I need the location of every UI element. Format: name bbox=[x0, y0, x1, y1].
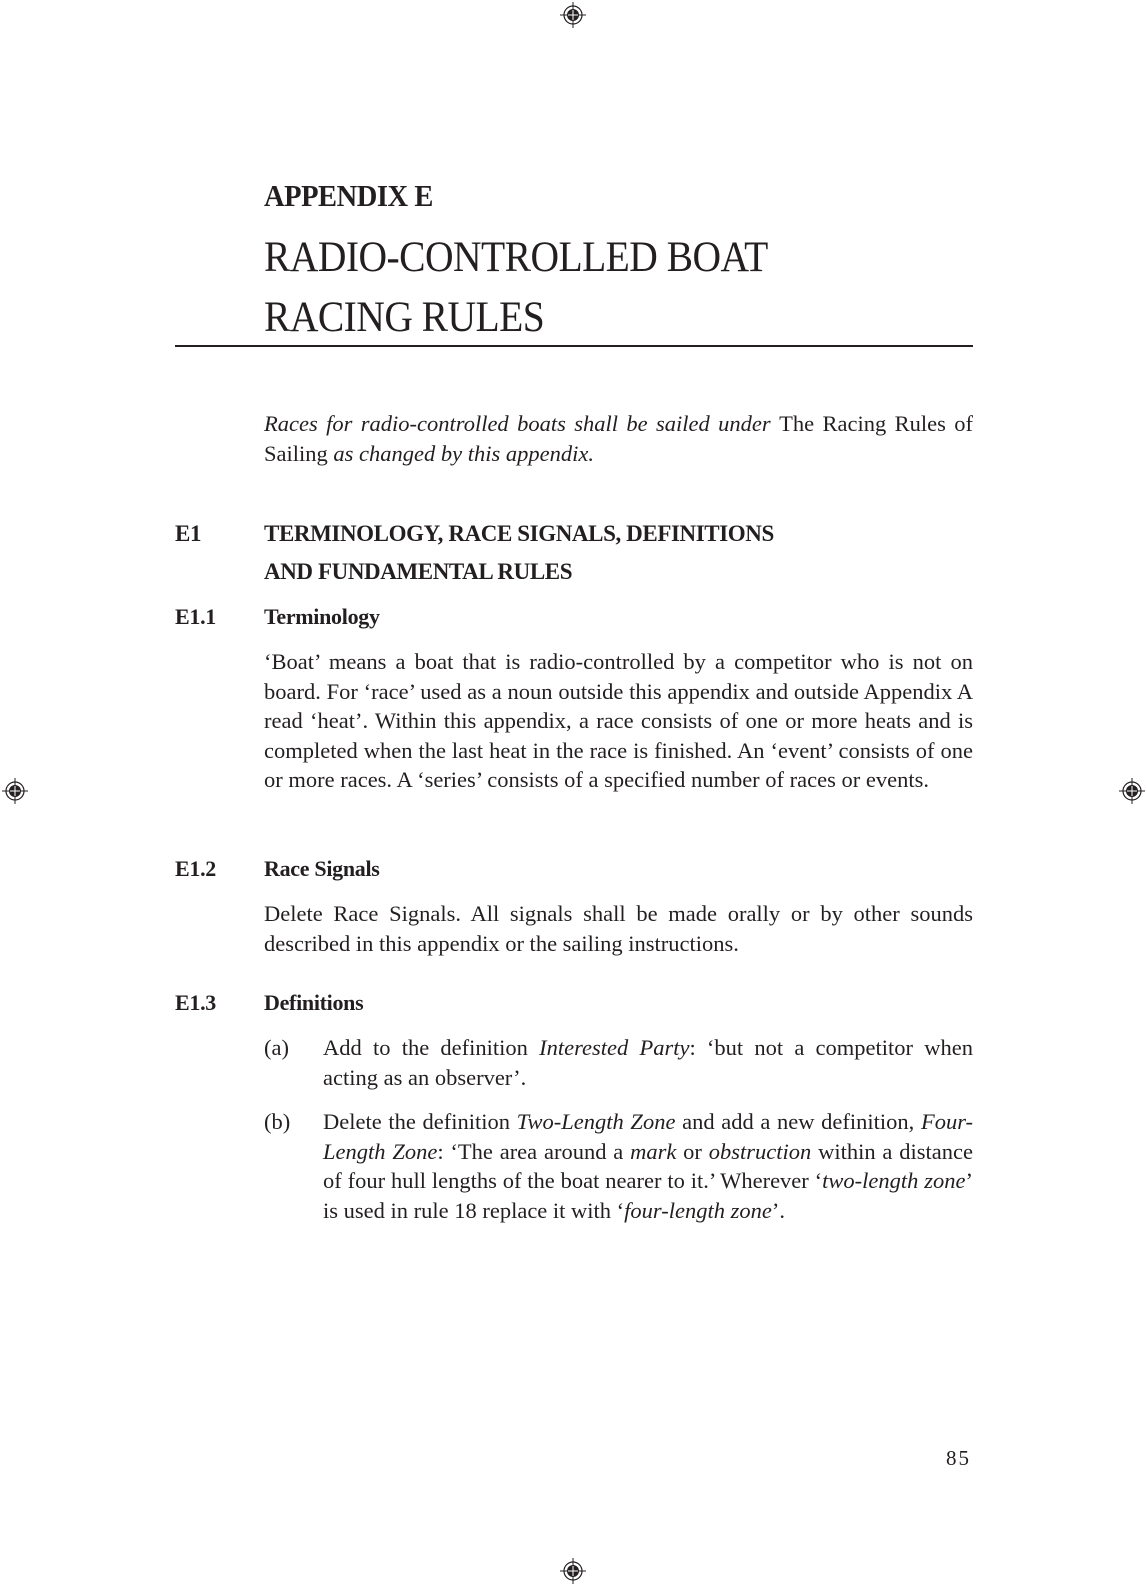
subsection-heading-terminology: Terminology bbox=[264, 604, 380, 629]
subsection-heading-race-signals: Race Signals bbox=[264, 856, 380, 881]
terminology-paragraph: ‘Boat’ means a boat that is radio-controlled by a competitor who is not on board. For ‘race’ used as a noun outside this appendix and outside Appendix A read ‘heat’. Within this appendix, a race consists of one or more heats and is completed when the last heat in the race is finished. An ‘event’ consists of one or more races. A ‘series’ consists of a specified number of races or events. bbox=[264, 649, 973, 792]
race-signals-paragraph: Delete Race Signals. All signals shall be made orally or by other sounds described in this appendix or the sailing instructions. bbox=[264, 901, 973, 956]
subsection-number-e1-3: E1.3 bbox=[175, 990, 216, 1015]
intro-paragraph: Races for radio-controlled boats shall be sailed under The Racing Rules of Sailing as changed by this appendix. bbox=[264, 411, 973, 466]
subsection-number-e1-1: E1.1 bbox=[175, 604, 216, 629]
registration-mark-bottom-icon bbox=[558, 1556, 588, 1586]
title-line-1: RADIO-CONTROLLED BOAT bbox=[264, 234, 768, 281]
page-number: 85 bbox=[946, 1446, 971, 1470]
page-title bbox=[264, 228, 768, 348]
registration-mark-left-icon bbox=[0, 776, 30, 806]
registration-mark-top-icon bbox=[558, 0, 588, 30]
section-heading-e1 bbox=[264, 515, 774, 591]
definition-item-b-text: Delete the definition Two-Length Zone and add a new definition, Four-Length Zone: ‘The area around a mark or obstruction within a distance of four hull lengths of the boat nearer to it.’ Wherever ‘two-length zone’ is used in rule 18 replace it with ‘four-length zone’. bbox=[323, 1109, 974, 1223]
appendix-label: APPENDIX E bbox=[264, 178, 433, 213]
title-line-2: RACING RULES bbox=[264, 294, 545, 341]
registration-mark-right-icon bbox=[1117, 776, 1147, 806]
list-marker-b: (b) bbox=[264, 1109, 291, 1134]
section-heading-line-1: TERMINOLOGY, RACE SIGNALS, DEFINITIONS bbox=[264, 521, 774, 546]
section-number-e1: E1 bbox=[175, 521, 202, 546]
definition-item-a-text: Add to the definition Interested Party: ‘but not a competitor when acting as an observer’. bbox=[323, 1035, 973, 1090]
subsection-number-e1-2: E1.2 bbox=[175, 856, 216, 881]
title-divider bbox=[175, 345, 973, 347]
list-marker-a: (a) bbox=[264, 1035, 289, 1060]
section-heading-line-2: AND FUNDAMENTAL RULES bbox=[264, 559, 573, 584]
subsection-heading-definitions: Definitions bbox=[264, 990, 364, 1015]
